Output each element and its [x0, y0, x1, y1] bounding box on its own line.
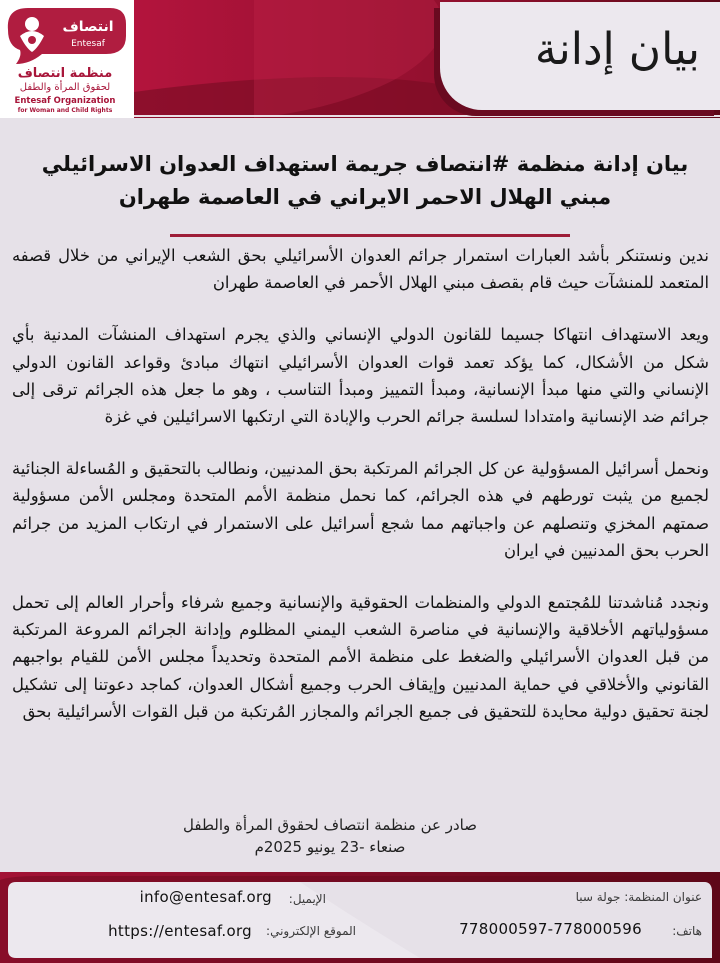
page-title: بيان إدانة	[534, 24, 700, 75]
paragraph-1: ندين ونستنكر بأشد العبارات استمرار جرائم العدوان الأسرائيلي بحق الشعب الإيراني من خلال قصفه المتعمد للمنشآت حيث قام بقصف مبني الهلال الأحمر في العاصمة طهران	[12, 246, 709, 293]
logo	[0, 0, 134, 118]
email-link[interactable]: info@entesaf.org	[139, 888, 272, 906]
title-card	[440, 2, 720, 110]
phone-value[interactable]: 778000597-778000596	[459, 920, 642, 938]
address-label: عنوان المنظمة: جولة سبا	[575, 890, 702, 904]
logo-subtitle-en: for Woman and Child Rights	[17, 107, 113, 114]
logo-mark-text-en: Entesaf	[71, 39, 105, 49]
paragraph-3: ونحمل أسرائيل المسؤولية عن كل الجرائم المرتكبة بحق المدنيين، ونطالب بالتحقيق و المُساءلة الجنائية لجميع من يثبت تورطهم في هذه الجرائم، كما نحمل منظمة الأمم المتحدة ومجلس الأمن مسؤولية صمتهم المخزي وتنصلهم عن واجباتهم مما شجع أسرائيل على الاستمرار في ارتكاب المزيد من جرائم الحرب بحق المدنيين في ايران	[12, 459, 709, 560]
website-label: الموقع الإلكتروني:	[266, 924, 356, 938]
logo-mark-icon	[2, 2, 130, 72]
headline-divider	[170, 234, 570, 237]
paragraph-2: ويعد الاستهداف انتهاكا جسيما للقانون الدولي الإنساني والذي يجرم استهداف المنشآت المدنية بأي شكل من الأشكال، كما يؤكد تعمد قوات العدوان الأسرائيلي انتهاك مبادئ وقواعد القانون الدولي الإنساني والتي منها مبدأ الإنسانية، ومبدأ التمييز ومبدأ التناسب ، وهو ما جعل هذه الجرائم ترقى إلى جرائم ضد الإنسانية وامتدادا لسلسة جرائم الحرب والإبادة التي ارتكبها الاسرائيلين في غزة	[12, 325, 709, 427]
signature-block	[150, 814, 510, 858]
email-label: الإيميل:	[288, 892, 326, 906]
logo-name-ar: منظمة انتصاف	[17, 66, 113, 81]
signature-date: صنعاء -23 يونيو 2025م	[254, 838, 406, 856]
footer	[0, 872, 720, 963]
header	[0, 0, 720, 118]
headline-line-1: بيان إدانة منظمة #انتصاف جريمة استهداف العدوان الاسرائيلي	[41, 152, 689, 176]
phone-label: هاتف:	[672, 924, 702, 938]
paragraph-4: ونجدد مُناشدتنا للمُجتمع الدولي والمنظمات الحقوقية والإنسانية وجميع شرفاء وأحرار العالم إلى تحمل مسؤولياتهم الأخلاقية والإنسانية في مناصرة الشعب اليمني المظلوم وإدانة الجرائم المروعة المرتكبة من قبل العدوان الأسرائيلي والضغط على منظمة الأمم المتحدة وتحديداً مجلس الأمن للقيام بواجبهم القانوني والأخلاقي في حماية المدنيين وإيقاف الحرب وجميع أشكال العدوان، كماجد دعوتنا إلى تشكيل لجنة تحقيق دولية محايدة للتحقيق فى جميع الجرائم والمجازر المُرتكبة من قبل القوات الأسرائيلية بحق	[12, 593, 709, 721]
signature-issuer: صادر عن منظمة انتصاف لحقوق المرأة والطفل	[183, 816, 477, 834]
statement-body	[12, 242, 709, 750]
headline	[20, 148, 710, 214]
footer-decorative-band	[0, 872, 720, 963]
logo-subtitle-ar: لحقوق المرأة والطفل	[19, 82, 111, 93]
logo-name-en: Entesaf Organization	[14, 96, 116, 106]
website-link[interactable]: https://entesaf.org	[108, 922, 252, 940]
logo-mark-text-ar: انتصاف	[62, 19, 114, 35]
headline-line-2: مبني الهلال الاحمر الايراني في العاصمة طهران	[118, 185, 612, 209]
